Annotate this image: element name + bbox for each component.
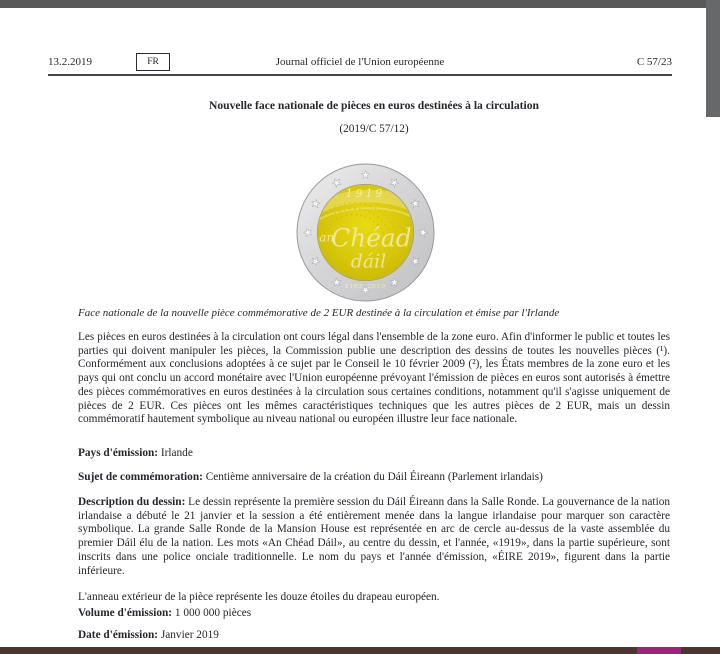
intro-paragraph: Les pièces en euros destinées à la circulation ont cours légal dans l'ensemble de la zone euro. Afin d'informer le public et toutes les parties qui doivent manipuler les pièces, la Commission publie une description des dessins de toutes les nouvelles pièces (¹). Conformément aux conclusions adoptées à ce sujet par le Conseil le 10 février 2009 (²), les États membres de la zone euro et les pays qui ont conclu un accord monétaire avec l'Union européenne prévoyant l'émission de pièces en euros sont autorisés à émettre des pièces commémoratives en euros destinées à la circulation sous certaines conditions, notamment qu'il s'agisse uniquement de pièces de 2 EUR. Ces pièces ont les mêmes caractéristiques techniques que les autres pièces de 2 EUR, mais un dessin commémoratif hautement symbolique au niveau national ou européen illustre leur face nationale. [78,331,670,426]
page-reference: C 57/23 [636,56,672,68]
field-value: Le dessin représente la première session du Dáil Éireann dans la Salle Ronde. La gouvernance de la nation irlandaise a débuté le 21 janvier et la session a été entièrement menée dans la langue irlandaise pour marquer son caractère symbolique. La grande Salle Ronde de la Mansion House est représentée en arc de cercle au-dessus de la vaste assemblée du premier Dáil élu de la nation. Les mots «An Chéad Dáil», au centre du dessin, et l'année, «1919», dans la partie supérieure, sont inscrits dans une police onciale traditionnelle. Le nom du pays et l'année d'émission, «ÉIRE 2019», figurent dans la partie inférieure. [78,496,670,577]
document-reference: (2019/C 57/12) [339,123,409,135]
field-commemoration-subject [78,471,670,485]
field-label: Pays d'émission: [78,447,159,459]
coin-image [296,163,435,302]
field-value: Janvier 2019 [160,629,219,641]
outer-ring-note: L'anneau extérieur de la pièce représente les douze étoiles du drapeau européen. [78,591,440,603]
coin-bottom-text: ÉIRE 2019 [344,283,387,291]
field-design-description [78,496,670,578]
journal-header [48,52,672,72]
header-date: 13.2.2019 [48,56,92,68]
window-right-edge [706,0,720,117]
field-issuing-volume [78,607,670,621]
field-value: Irlande [160,447,193,459]
field-label: Sujet de commémoration: [78,471,203,483]
field-label: Date d'émission: [78,629,159,641]
two-euro-coin-icon [296,163,435,302]
coin-caption: Face nationale de la nouvelle pièce commémorative de 2 EUR destinée à la circulation et émise par l'Irlande [78,307,560,319]
field-label: Volume d'émission: [78,607,173,619]
window-top-edge [0,0,720,8]
field-value: Centième anniversaire de la création du Dáil Éireann (Parlement irlandais) [205,471,543,483]
coin-word-chead: Chéad [331,223,412,253]
window-bottom-edge [0,647,720,654]
coin-word-dail: dáil [350,250,387,273]
field-issuing-date [78,629,670,643]
field-label: Description du dessin: [78,496,186,508]
language-code-box: FR [136,53,170,71]
document-title: Nouvelle face nationale de pièces en euros destinées à la circulation [209,99,539,112]
header-rule [48,74,672,76]
coin-year-top: 1919 [345,186,386,200]
field-issuing-country [78,447,670,461]
journal-title: Journal officiel de l'Union européenne [275,56,445,68]
field-value: 1 000 000 pièces [174,607,252,619]
coin-word-an: an [319,230,335,245]
bottom-accent-segment [637,647,681,654]
